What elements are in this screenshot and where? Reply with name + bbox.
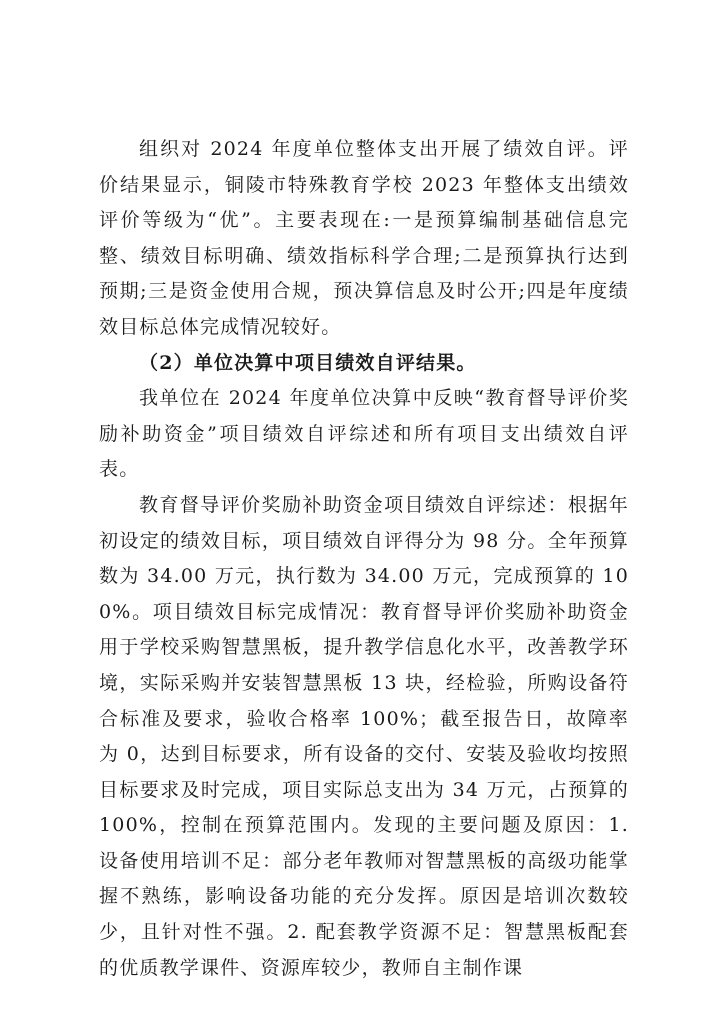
document-body — [99, 132, 629, 986]
section-heading-project-evaluation: （2）单位决算中项目绩效自评结果。 — [139, 351, 477, 374]
paragraph-overall-evaluation: 组织对 2024 年度单位整体支出开展了绩效自评。评价结果显示，铜陵市特殊教育学校 2023 年整体支出绩效评价等级为“优”。主要表现在:一是预算编制基础信息完整、绩效目标明确、绩效指标科学合理;二是预算执行达到预期;三是资金使用合规，预决算信息及时公开;四是年度绩效目标总体完成情况较好。 — [99, 138, 629, 338]
paragraph-project-summary: 教育督导评价奖励补助资金项目绩效自评综述：根据年初设定的绩效目标，项目绩效自评得分为 98 分。全年预算数为 34.00 万元，执行数为 34.00 万元，完成预算的 100%。项目绩效目标完成情况：教育督导评价奖励补助资金用于学校采购智慧黑板，提升教学信息化水平，改善教学环境，实际采购并安装智慧黑板 13 块，经检验，所购设备符合标准及要求，验收合格率 100%；截至报告日，故障率为 0，达到目标要求，所有设备的交付、安装及验收均按照目标要求及时完成，项目实际总支出为 34 万元，占预算的 100%，控制在预算范围内。发现的主要问题及原因：1. 设备使用培训不足：部分老年教师对智慧黑板的高级功能掌握不熟练，影响设备功能的充分发挥。原因是培训次数较少，且针对性不强。2. 配套教学资源不足：智慧黑板配套的优质教学课件、资源库较少，教师自主制作课 — [99, 493, 629, 979]
paragraph-project-scope: 我单位在 2024 年度单位决算中反映“教育督导评价奖励补助资金”项目绩效自评综述和所有项目支出绩效自评表。 — [99, 387, 629, 481]
